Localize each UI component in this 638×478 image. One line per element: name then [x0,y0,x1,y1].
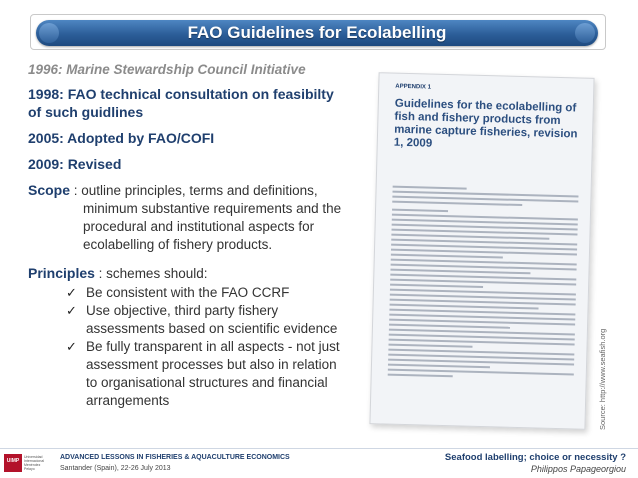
scope-line-2: minimum substantive requirements and the [83,201,342,216]
line-1998-a: 1998: FAO technical consultation on feasibilty [28,86,334,102]
principle-item [66,302,408,338]
principle-item [66,284,408,302]
principle-item [66,338,408,410]
principle-line: Be consistent with the FAO CCRF [86,285,290,300]
slide-content [28,62,408,410]
principle-line: to organisational structures and financial [86,375,328,390]
footer-place-date: Santander (Spain), 22-26 July 2013 [60,465,171,472]
line-2005: 2005: Adopted by FAO/COFI [28,130,215,146]
scope-text-1: : outline principles, terms and definitions, [70,183,318,198]
appendix-title: Guidelines for the ecolabelling of fish and fishery products from marine capture fisheries, revision 1, 2009 [393,97,578,150]
uimp-logo-text: UIMP [6,458,20,464]
checkmark-icon: ✓ [66,285,77,300]
principle-line: arrangements [86,393,170,408]
principle-line: Use objective, third party fishery [86,303,279,318]
scope-line-3: procedural and institutional aspects for [83,219,315,234]
line-1996: 1996: Marine Stewardship Council Initiative [28,62,306,77]
principles-list [28,284,408,410]
principles-label: Principles [28,265,95,281]
appendix-document-image [369,72,594,430]
footer-course: ADVANCED LESSONS IN FISHERIES & AQUACULTURE ECONOMICS [60,454,290,461]
title-bar [36,20,598,46]
line-1998-b: of such guidlines [28,104,144,120]
footer-talk-title: Seafood labelling; choice or necessity ? [444,452,626,463]
principles-intro: : schemes should: [94,266,208,281]
checkmark-icon: ✓ [66,303,77,318]
source-credit: Source: http://www.seafish.org [598,328,607,430]
line-2009: 2009: Revised [28,156,122,172]
principles-heading [28,264,408,283]
scope-line-1 [28,181,408,200]
scope-label: Scope [28,182,71,198]
scope-line-4: ecolabelling of fishery products. [83,237,273,252]
principles-block [28,264,408,410]
appendix-body-text [388,186,579,384]
principle-line: Be fully transparent in all aspects - not just [86,339,340,354]
scope-block [28,181,408,254]
principle-line: assessment processes but also in relation [86,357,337,372]
slide-title: FAO Guidelines for Ecolabelling [187,23,447,42]
checkmark-icon: ✓ [66,339,77,354]
uimp-logo-subtitle: Universidad Internacional Menéndez Pelayo [24,455,45,471]
principle-line: assessments based on scientific evidence [86,321,338,336]
footer-author: Philippos Papageorgiou [530,464,626,474]
appendix-heading: APPENDIX 1 [395,83,432,91]
